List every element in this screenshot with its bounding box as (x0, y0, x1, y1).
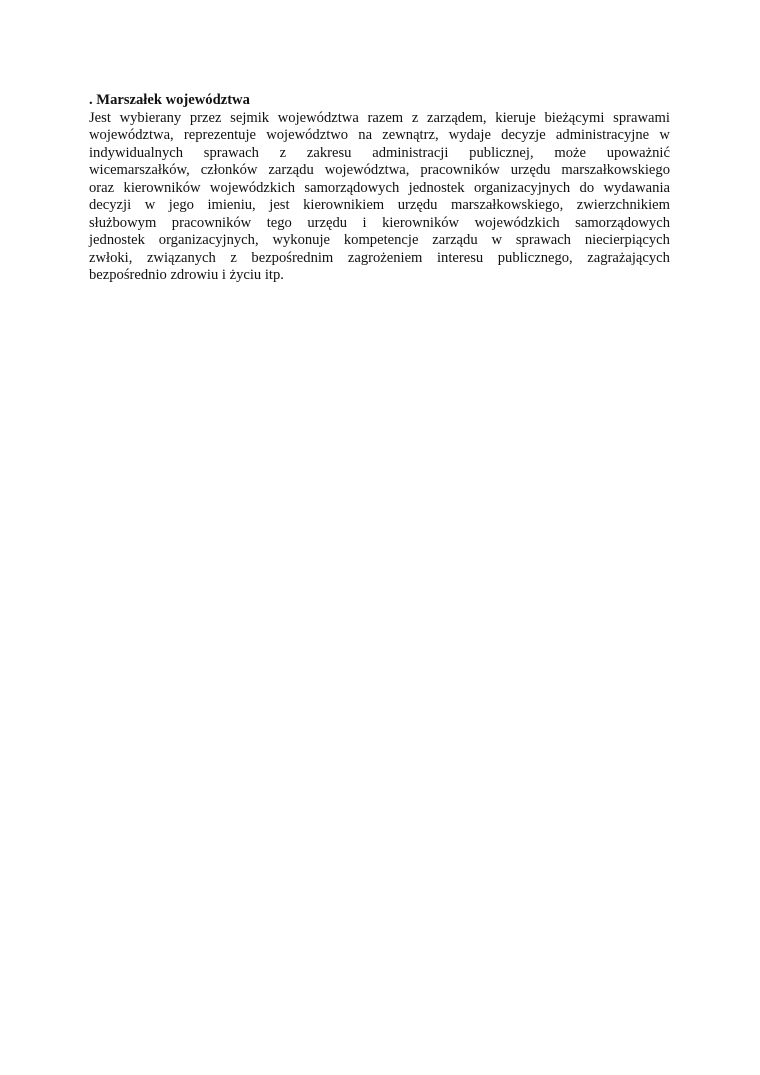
word: pracowników (171, 214, 252, 231)
paragraph-line: bezpośrednio zdrowiu i życiu itp. (89, 267, 284, 283)
paragraph (89, 110, 670, 285)
word: wicemarszałków, (89, 162, 190, 178)
word: do (579, 179, 595, 196)
word: służbowym (89, 214, 157, 231)
word: zwierzchnikiem (576, 197, 670, 213)
word: jednostek (408, 179, 465, 196)
paragraph-line (89, 180, 670, 198)
word: urzędu (397, 197, 438, 213)
word: kierowników (123, 179, 201, 196)
paragraph-line (89, 197, 670, 215)
word: administracji (372, 144, 449, 161)
word: indywidualnych (89, 144, 184, 161)
word: urzędu (307, 214, 348, 231)
paragraph-line (89, 232, 670, 250)
paragraph-line (89, 162, 670, 180)
word: marszałkowskiego (561, 162, 670, 178)
paragraph-line (89, 110, 670, 128)
word: zarządu (268, 162, 314, 178)
word: wykonuje (272, 232, 331, 248)
section-heading: . Marszałek województwa (89, 92, 250, 108)
word: z (279, 144, 287, 161)
word: samorządowych (575, 214, 670, 231)
word: zakresu (306, 144, 352, 161)
word: na (358, 127, 373, 143)
word: związanych (146, 249, 216, 266)
word: z (411, 109, 419, 126)
word: kompetencje (343, 232, 419, 248)
word: wojewódzkich (209, 179, 296, 196)
paragraph-line (89, 145, 670, 163)
word: może (554, 144, 586, 161)
word: upoważnić (606, 144, 670, 161)
document-content (89, 92, 670, 285)
word: bezpośrednim (251, 249, 334, 266)
word: w (659, 127, 670, 143)
word: sprawach (203, 144, 259, 161)
word: Jest (89, 109, 111, 126)
word: zagrażających (587, 249, 670, 266)
word: bieżącymi (544, 109, 605, 126)
word: urzędu (510, 162, 551, 178)
word: niecierpiących (584, 232, 670, 248)
word: sprawami (613, 109, 670, 126)
word: wydaje (448, 127, 491, 143)
word: w (491, 232, 503, 248)
word: pracowników (420, 162, 500, 178)
word: tego (266, 214, 292, 231)
word: wojewódzkich (474, 214, 560, 231)
word: województwo (266, 127, 349, 143)
word: kierowników (382, 214, 460, 231)
word: zagrożeniem (347, 249, 423, 266)
word: zarządu (432, 232, 478, 248)
word: organizacyjnych, (158, 232, 259, 248)
word: województwa (277, 109, 359, 126)
paragraph-line (89, 250, 670, 268)
word: przez (189, 109, 222, 126)
word: zewnątrz, (382, 127, 439, 143)
word: kierownikiem (303, 197, 385, 213)
word: z (230, 249, 237, 266)
word: jego (168, 197, 194, 213)
paragraph-line (89, 127, 670, 145)
word: województwa, (324, 162, 410, 178)
word: zarządem, (427, 109, 487, 126)
word: decyzji (89, 197, 132, 213)
word: publicznego, (497, 249, 573, 266)
word: administracyjne (555, 127, 650, 143)
word: sprawach (515, 232, 571, 248)
word: sejmik (230, 109, 270, 126)
word: imieniu, (207, 197, 256, 213)
word: wydawania (603, 179, 670, 196)
word: razem (367, 109, 404, 126)
word: i (362, 214, 367, 231)
word: marszałkowskiego, (450, 197, 564, 213)
word: reprezentuje (183, 127, 257, 143)
word: jednostek (89, 232, 145, 248)
word: w (144, 197, 156, 213)
word: kieruje (495, 109, 536, 126)
word: wybierany (119, 109, 182, 126)
word: zwłoki, (89, 249, 133, 266)
word: członków (200, 162, 258, 178)
paragraph-line (89, 215, 670, 233)
word: samorządowych (304, 179, 400, 196)
word: interesu (436, 249, 484, 266)
word: decyzje (501, 127, 546, 143)
word: publicznej, (469, 144, 534, 161)
word: jest (269, 197, 290, 213)
word: województwa, (89, 127, 174, 143)
word: oraz (89, 179, 115, 196)
word: organizacyjnych (473, 179, 571, 196)
